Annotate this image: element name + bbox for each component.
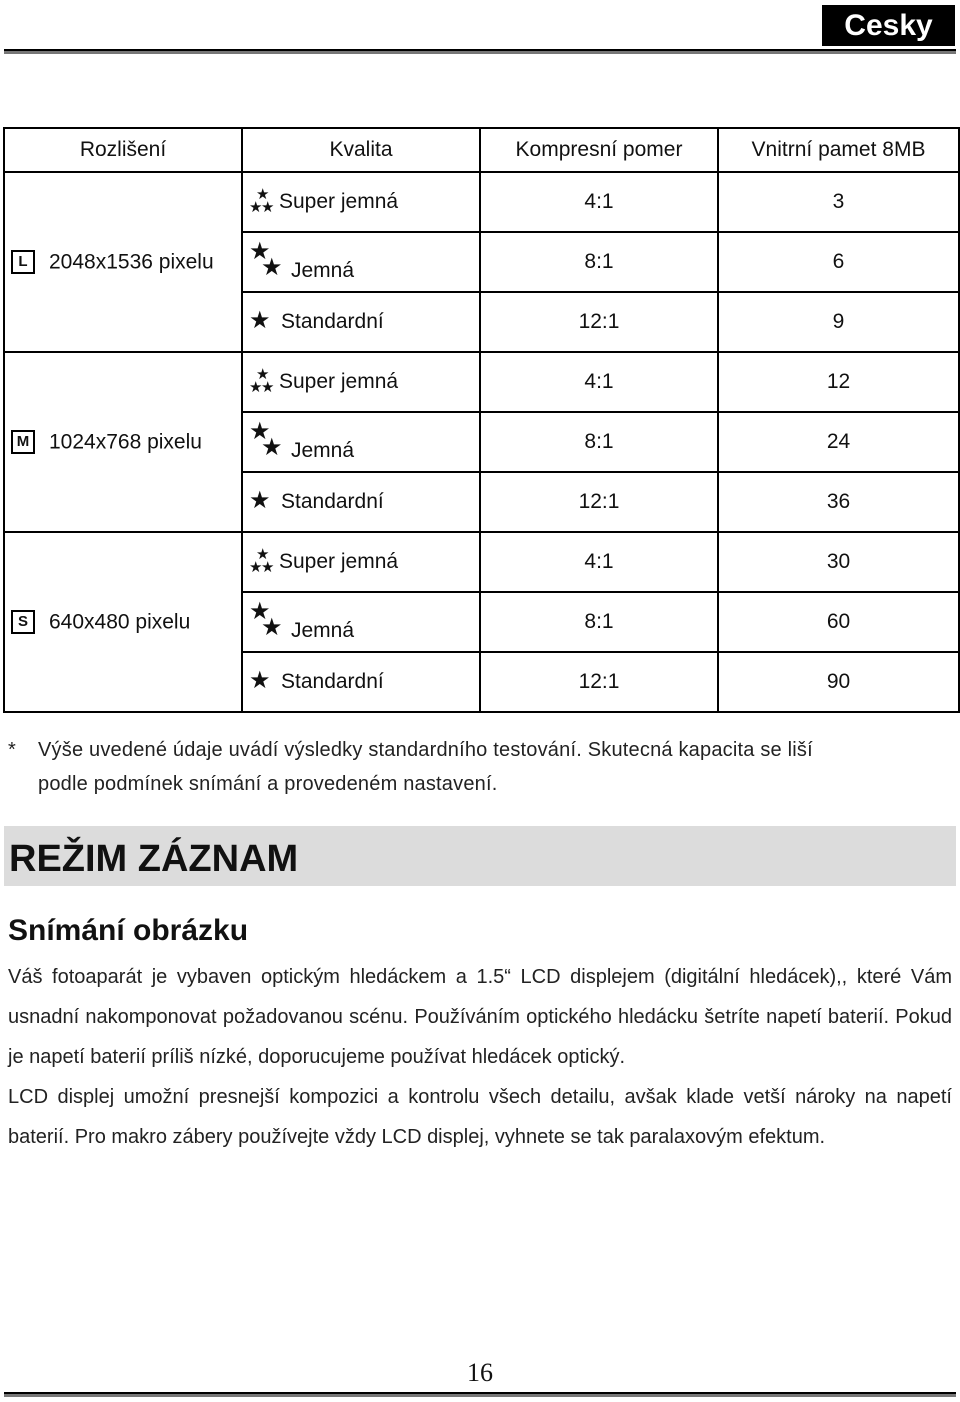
footnote-line-1: Výše uvedené údaje uvádí výsledky standardního testování. Skutecná kapacita se liší	[38, 739, 813, 761]
quality-label: Standardní	[281, 490, 384, 513]
subsection-title: Snímání obrázku	[8, 914, 249, 947]
resolution-cell	[4, 532, 242, 712]
memory-count-cell: 6	[718, 232, 959, 292]
resolution-label: 2048x1536 pixelu	[49, 250, 214, 274]
one-star-icon: ★	[249, 667, 271, 694]
memory-count-cell: 60	[718, 592, 959, 652]
compression-cell: 8:1	[480, 412, 718, 472]
resolution-cell	[4, 172, 242, 352]
two-stars-icon: ★ ★	[249, 238, 283, 281]
footnote-marker: *	[8, 739, 16, 761]
quality-label: Super jemná	[279, 190, 399, 213]
resolution-label: 1024x768 pixelu	[49, 430, 202, 454]
table-row	[4, 352, 959, 412]
paragraph-2: LCD displej umožní presnejší kompozici a kontrolu všech detailu, avšak klade vetší nároky na napetí baterií. Pro makro zábery používejte vždy LCD displej, vyhnete se tak paralaxovým efektum.	[8, 1086, 952, 1148]
quality-cell	[242, 412, 480, 472]
top-rule	[4, 49, 956, 54]
memory-count-cell: 3	[718, 172, 959, 232]
quality-cell	[242, 172, 480, 232]
quality-label: Standardní	[281, 670, 384, 693]
table-row	[4, 172, 959, 232]
three-stars-icon: ★ ★ ★	[249, 186, 275, 216]
resolution-quality-table	[3, 127, 960, 713]
quality-cell	[242, 592, 480, 652]
resolution-cell	[4, 352, 242, 532]
table-row	[4, 532, 959, 592]
small-size-icon: S	[11, 610, 35, 634]
quality-label: Super jemná	[279, 550, 399, 573]
compression-cell: 4:1	[480, 352, 718, 412]
memory-count-cell: 90	[718, 652, 959, 712]
footnote-line-2: podle podmínek snímání a provedeném nastavení.	[38, 773, 498, 795]
two-stars-icon: ★ ★	[249, 418, 283, 461]
one-star-icon: ★	[249, 487, 271, 514]
two-stars-icon: ★ ★	[249, 598, 283, 641]
compression-cell: 12:1	[480, 472, 718, 532]
quality-label: Jemná	[291, 439, 355, 462]
memory-count-cell: 12	[718, 352, 959, 412]
compression-cell: 4:1	[480, 532, 718, 592]
compression-cell: 4:1	[480, 172, 718, 232]
quality-label: Super jemná	[279, 370, 399, 393]
header-memory: Vnitrní pamet 8MB	[718, 128, 959, 172]
section-header-bar	[4, 826, 956, 886]
table-header-row	[4, 128, 959, 172]
quality-cell	[242, 472, 480, 532]
quality-label: Jemná	[291, 259, 355, 282]
header-compression: Kompresní pomer	[480, 128, 718, 172]
quality-cell	[242, 352, 480, 412]
paragraph-1: Váš fotoaparát je vybaven optickým hledáckem a 1.5“ LCD displejem (digitální hledácek),, které Vám usnadní nakomponovat požadovanou scénu. Používáním optického hledácku šetríte napetí baterií. Pokud je napetí baterií príliš nízké, doporucujeme používat hledácek optický.	[8, 966, 952, 1068]
quality-cell	[242, 532, 480, 592]
quality-cell	[242, 292, 480, 352]
three-stars-icon: ★ ★ ★	[249, 546, 275, 576]
page-number: 16	[467, 1358, 493, 1387]
compression-cell: 8:1	[480, 232, 718, 292]
language-badge: Cesky	[822, 5, 955, 46]
three-stars-icon: ★ ★ ★	[249, 366, 275, 396]
memory-count-cell: 36	[718, 472, 959, 532]
quality-cell	[242, 652, 480, 712]
compression-cell: 8:1	[480, 592, 718, 652]
quality-label: Standardní	[281, 310, 384, 333]
memory-count-cell: 30	[718, 532, 959, 592]
memory-count-cell: 24	[718, 412, 959, 472]
bottom-rule	[4, 1392, 956, 1397]
memory-count-cell: 9	[718, 292, 959, 352]
compression-cell: 12:1	[480, 292, 718, 352]
one-star-icon: ★	[249, 307, 271, 334]
header-resolution: Rozlišení	[4, 128, 242, 172]
resolution-label: 640x480 pixelu	[49, 610, 191, 634]
large-size-icon: L	[11, 250, 35, 274]
section-title: REŽIM ZÁZNAM	[9, 838, 299, 880]
compression-cell: 12:1	[480, 652, 718, 712]
quality-cell	[242, 232, 480, 292]
header-quality: Kvalita	[242, 128, 480, 172]
table-footnote	[8, 733, 948, 801]
body-text	[8, 957, 952, 1157]
quality-label: Jemná	[291, 619, 355, 642]
medium-size-icon: M	[11, 430, 35, 454]
